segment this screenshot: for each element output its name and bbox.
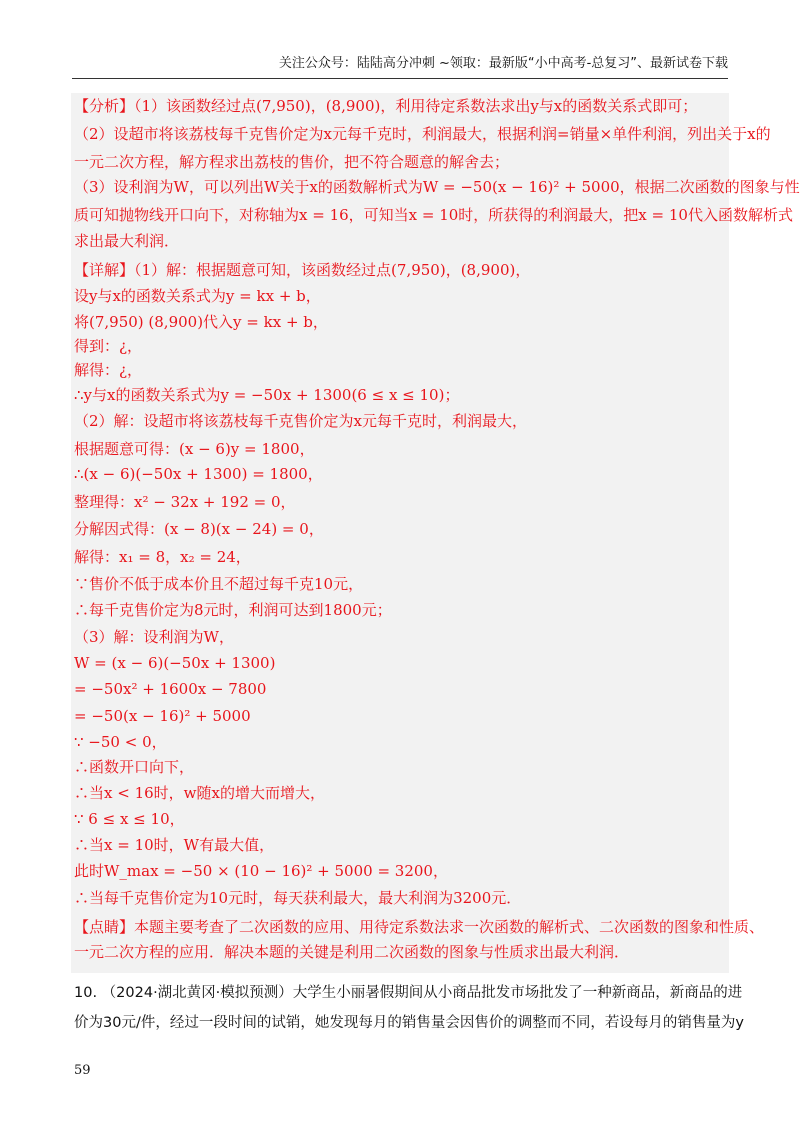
page-header: 关注公众号：陆陆高分冲刺 ~领取：最新版“小中高考-总复习”、最新试卷下载	[278, 56, 728, 71]
header-rule	[72, 78, 728, 79]
answer-line-28: ∵ 6 ≤ x ≤ 10，	[74, 810, 185, 828]
answer-line-32: 【点睛】本题主要考查了二次函数的应用、用待定系数法求一次函数的解析式、二次函数的图象和性质、	[74, 918, 765, 936]
answer-line-2: （2）设超市将该荔枝每千克售价定为x元每千克时，利润最大，根据利润=销量×单件利润，列出关于x的	[74, 125, 771, 143]
answer-line-8: 设y与x的函数关系式为y = kx + b，	[74, 287, 321, 305]
answer-line-7: 【详解】（1）解：根据题意可知，该函数经过点(7,950)，(8,900)，	[74, 261, 531, 279]
question-line-2: 价为30元/件，经过一段时间的试销，她发现每月的销售量会因售价的调整而不同，若设每月的销售量为y	[74, 1015, 744, 1031]
answer-line-17: 分解因式得：(x − 8)(x − 24) = 0，	[74, 520, 324, 538]
answer-line-14: 根据题意可得：(x − 6)y = 1800，	[74, 440, 315, 458]
answer-line-22: W = (x − 6)(−50x + 1300)	[74, 654, 276, 672]
answer-line-27: ∴当x < 16时，w随x的增大而增大，	[74, 784, 325, 802]
answer-line-26: ∴函数开口向下，	[74, 758, 195, 776]
answer-line-29: ∴当x = 10时，W有最大值，	[74, 836, 275, 854]
answer-line-16: 整理得：x² − 32x + 192 = 0，	[74, 493, 296, 511]
answer-line-15: ∴(x − 6)(−50x + 1300) = 1800，	[74, 465, 323, 483]
answer-line-4: （3）设利润为W，可以列出W关于x的函数解析式为W = −50(x − 16)² + 5000，根据二次函数的图象与性	[74, 178, 800, 196]
answer-line-11: 解得：¿，	[74, 361, 143, 379]
answer-line-10: 得到：¿，	[74, 337, 143, 355]
page-number: 59	[74, 1063, 91, 1078]
answer-line-12: ∴y与x的函数关系式为y = −50x + 1300(6 ≤ x ≤ 10)；	[74, 386, 460, 404]
answer-line-23: = −50x² + 1600x − 7800	[74, 680, 267, 698]
answer-line-25: ∵ −50 < 0，	[74, 733, 167, 751]
answer-line-30: 此时W_max = −50 × (10 − 16)² + 5000 = 3200，	[74, 862, 448, 880]
answer-line-5: 质可知抛物线开口向下，对称轴为x = 16，可知当x = 10时，所获得的利润最大，把x = 10代入函数解析式	[74, 206, 793, 224]
answer-line-24: = −50(x − 16)² + 5000	[74, 707, 251, 725]
answer-line-1: 【分析】（1）该函数经过点(7,950)，(8,900)，利用待定系数法求出y与x的函数关系式即可；	[74, 97, 698, 115]
answer-line-31: ∴当每千克售价定为10元时，每天获利最大，最大利润为3200元．	[74, 889, 522, 907]
answer-line-18: 解得：x₁ = 8，x₂ = 24，	[74, 548, 251, 566]
answer-line-33: 一元二次方程的应用．解决本题的关键是利用二次函数的图象与性质求出最大利润．	[74, 943, 630, 961]
answer-line-6: 求出最大利润．	[74, 232, 180, 250]
answer-line-9: 将(7,950) (8,900)代入y = kx + b，	[74, 313, 328, 331]
answer-line-3: 一元二次方程，解方程求出荔枝的售价，把不符合题意的解舍去；	[74, 153, 510, 171]
answer-line-19: ∵售价不低于成本价且不超过每千克10元，	[74, 575, 364, 593]
answer-line-21: （3）解：设利润为W，	[74, 628, 234, 646]
answer-line-13: （2）解：设超市将该荔枝每千克售价定为x元每千克时，利润最大，	[74, 412, 528, 430]
question-line-1: 10. （2024·湖北黄冈·模拟预测）大学生小丽暑假期间从小商品批发市场批发了一种新商品，新商品的进	[74, 985, 743, 1001]
answer-line-20: ∴每千克售价定为8元时，利润可达到1800元；	[74, 601, 392, 619]
